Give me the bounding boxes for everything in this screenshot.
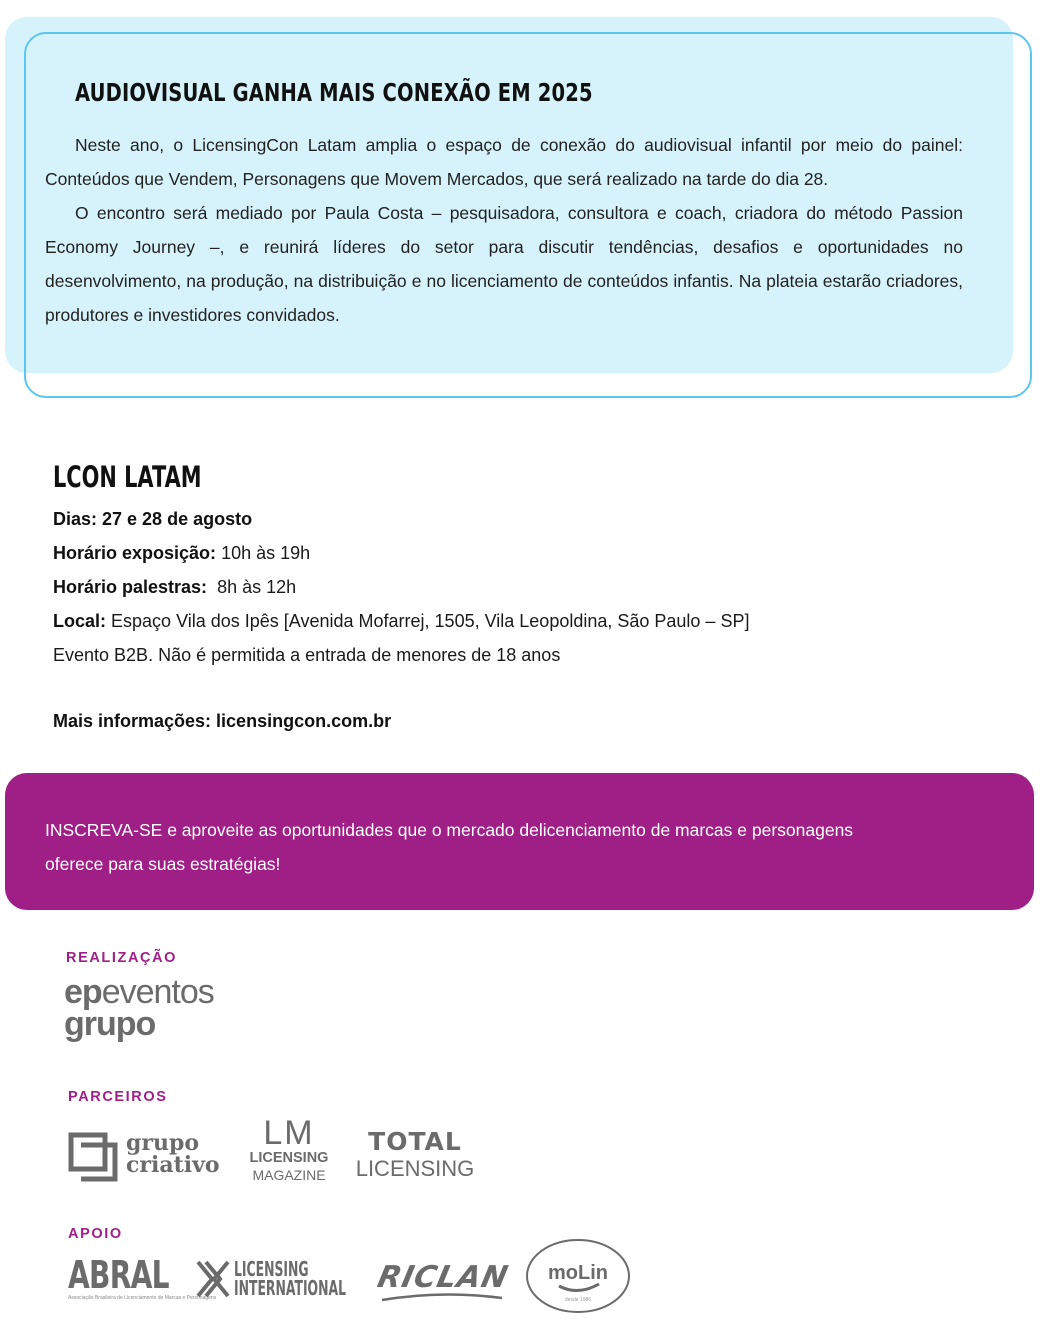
talks-label: Horário palestras: xyxy=(53,577,208,597)
location-value: Espaço Vila dos Ipês [Avenida Mofarrej, 1505, Vila Leopoldina, São Paulo – SP] xyxy=(111,611,750,631)
signup-banner-text: INSCREVA-SE e aproveite as oportunidades que o mercado delicenciamento de marcas e personagens oferece para suas estratégias! xyxy=(45,820,854,874)
event-title: LCON LATAM xyxy=(53,460,202,494)
event-talk-hours xyxy=(53,570,953,604)
info-box-body xyxy=(45,128,963,332)
ep-logo-bold: ep xyxy=(64,973,102,1011)
abral-logo xyxy=(68,1253,217,1305)
parceiros-label: PARCEIROS xyxy=(68,1089,168,1105)
licensing-international-icon xyxy=(196,1260,230,1298)
molin-logo xyxy=(525,1238,631,1314)
location-label: Local: xyxy=(53,611,107,631)
event-dates-text: Dias: 27 e 28 de agosto xyxy=(53,509,253,529)
ep-logo-grupo: grupo xyxy=(64,1005,156,1043)
ep-logo-light: eventos xyxy=(101,973,214,1011)
apoio-label: APOIO xyxy=(68,1226,123,1242)
event-expo-hours xyxy=(53,536,953,570)
licensing-international-logo xyxy=(196,1257,346,1300)
lm-line-2: MAGAZINE xyxy=(252,1167,326,1183)
total-line-2: LICENSING xyxy=(355,1156,475,1181)
riclan-text: RICLAN xyxy=(374,1260,512,1295)
lm-line-1: LICENSING xyxy=(249,1150,329,1166)
riclan-logo xyxy=(374,1258,512,1302)
li-line-2: INTERNATIONAL xyxy=(234,1276,346,1300)
info-box-title: AUDIOVISUAL GANHA MAIS CONEXÃO EM 2025 xyxy=(75,78,593,107)
talks-value: 8h às 12h xyxy=(217,577,297,597)
expo-value: 10h às 19h xyxy=(221,543,311,563)
abral-subtext: Associação Brasileira de Licenciamento de Marcas e Personagens xyxy=(68,1295,217,1301)
licensing-magazine-logo xyxy=(244,1116,334,1192)
molin-subtext: desde 1986 xyxy=(564,1297,592,1303)
event-note: Evento B2B. Não é permitida a entrada de menores de 18 anos xyxy=(53,645,561,665)
total-line-1: TOTAL xyxy=(368,1127,462,1156)
info-paragraph-1: Neste ano, o LicensingCon Latam amplia o espaço de conexão do audiovisual infantil por meio do painel: Conteúdos que Vendem, Personagens que Movem Mercados, que será realizado na tarde do dia 28. xyxy=(45,135,963,189)
grupo-criativo-text-2: criativo xyxy=(126,1152,220,1178)
grupo-criativo-text-1: grupo xyxy=(126,1130,200,1156)
ep-eventos-logo xyxy=(64,975,264,1055)
li-line-1: LICENSING xyxy=(234,1257,309,1281)
grupo-criativo-logo xyxy=(68,1132,228,1182)
event-dates xyxy=(53,502,953,536)
total-licensing-logo xyxy=(350,1128,480,1188)
grupo-criativo-icon xyxy=(68,1132,120,1182)
event-details xyxy=(53,460,953,672)
realizacao-label: REALIZAÇÃO xyxy=(66,950,178,966)
riclan-swoosh xyxy=(378,1292,506,1304)
expo-label: Horário exposição: xyxy=(53,543,217,563)
event-location xyxy=(53,604,953,638)
more-info-link[interactable]: Mais informações: licensingcon.com.br xyxy=(53,711,392,731)
abral-text: ABRAL xyxy=(68,1253,169,1297)
info-paragraph-2: O encontro será mediado por Paula Costa – pesquisadora, consultora e coach, criadora do método Passion Economy Journey –, e reunirá líderes do setor para discutir tendências, desafios e oportunidades no desenvolvimento, na produção, na distribuição e no licenciamento de conteúdos infantis. Na plateia estarão criadores, produtores e investidores convidados. xyxy=(45,203,963,325)
molin-text: moLin xyxy=(548,1262,608,1284)
lm-mark: LM xyxy=(263,1114,315,1152)
signup-banner[interactable] xyxy=(5,773,1034,910)
